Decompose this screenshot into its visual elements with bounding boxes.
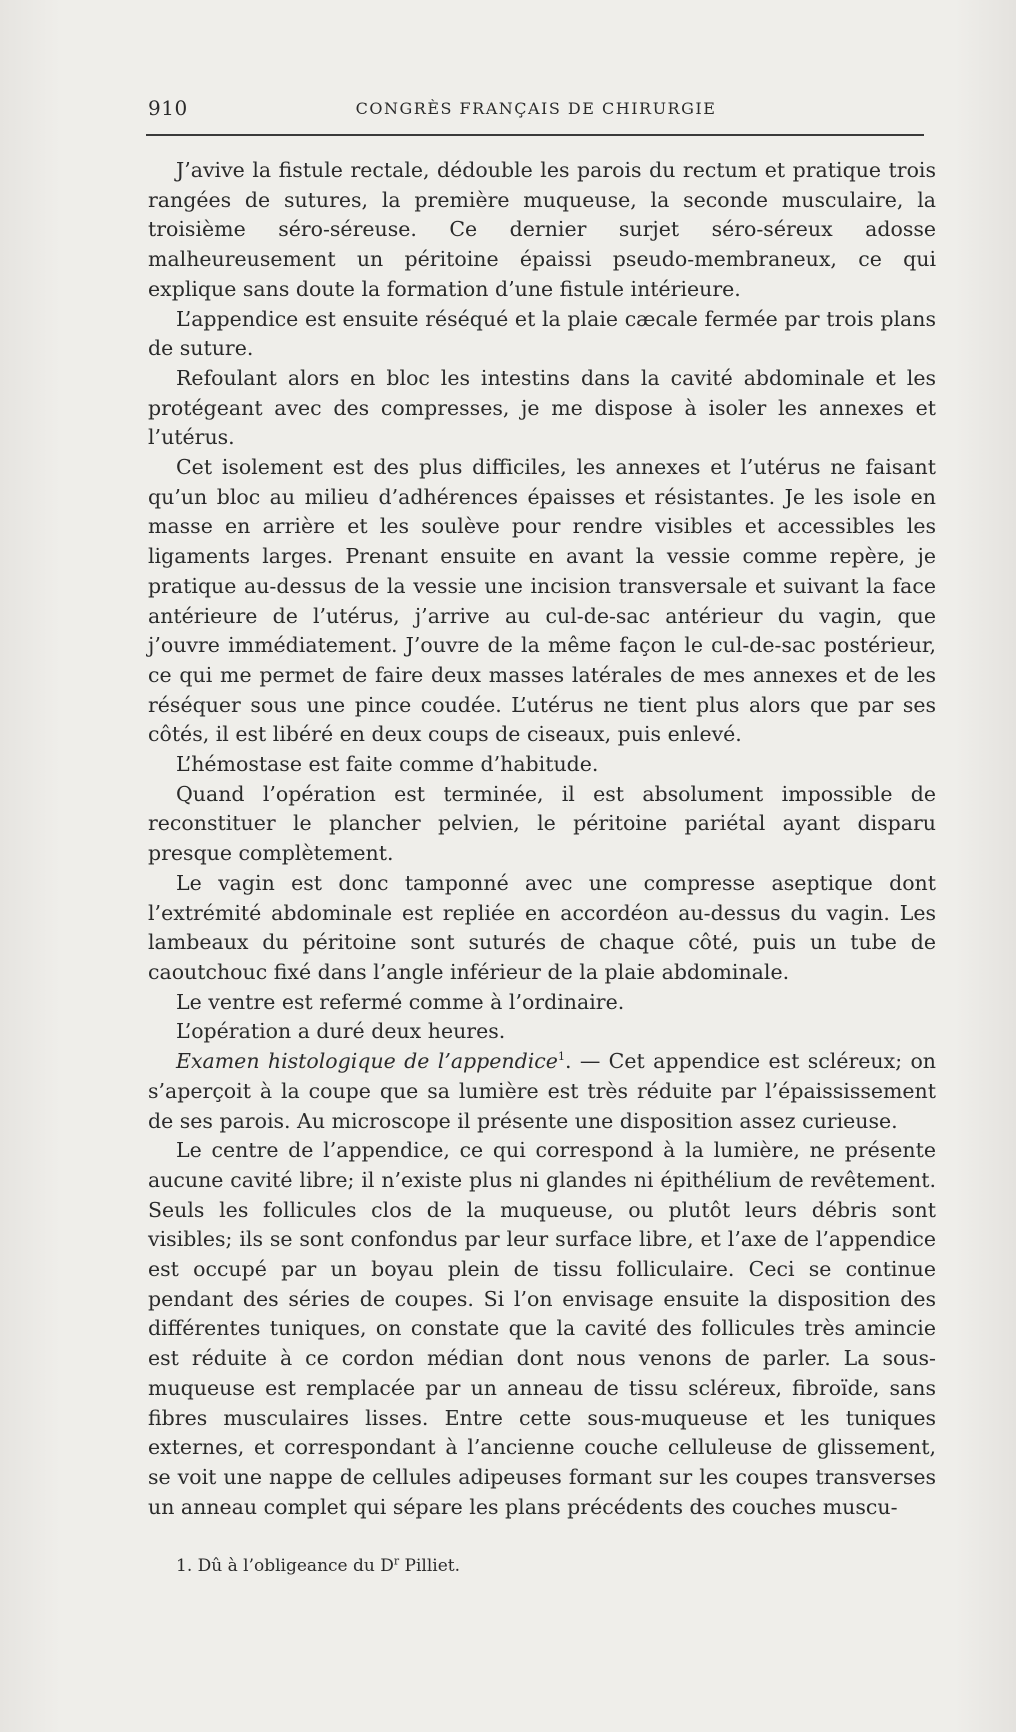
paragraph: Le ventre est refermé comme à l’ordinaire. bbox=[176, 989, 625, 1014]
footnote-text-before: Dû à l’obligeance du D bbox=[197, 1556, 394, 1576]
footnote-reference[interactable]: 1 bbox=[557, 1050, 565, 1064]
histology-text: . — Cet appendice est scléreux; on s’aperçoit à la coupe que sa lumière est très réduite par l’épaississement de ses parois. Au microscope il présente une disposition assez curieuse. bbox=[148, 1049, 937, 1133]
paragraph: Le centre de l’appendice, ce qui correspond à la lumière, ne présente aucune cavité libre; il n’existe plus ni glandes ni épithélium de revêtement. Seuls les follicules clos de la muqueuse, ou plutôt leurs débris sont visibles; ils se sont confondus par leur surface libre, et l’axe de l’appendice est occupé par un boyau plein de tissu folliculaire. Ceci se continue pendant des séries de coupes. Si l’on envisage ensuite la disposition des différentes tuniques, on constate que la cavité des follicules très amincie est réduite à ce cordon médian dont nous venons de parler. La sous-muqueuse est remplacée par un anneau de tissu scléreux, fibroïde, sans fibres musculaires lisses. Entre cette sous-muqueuse et les tuniques externes, et correspondant à l’ancienne couche celluleuse de glissement, se voit une nappe de cellules adipeuses formant sur les coupes transverses un anneau complet qui sépare les plans précédents des couches muscu- bbox=[148, 1138, 936, 1519]
paragraph: L’appendice est ensuite réséqué et la plaie cæcale fermée par trois plans de suture. bbox=[148, 306, 936, 361]
footnote bbox=[176, 1556, 460, 1576]
paragraph: Quand l’opération est terminée, il est absolument impossible de reconstituer le plancher pelvien, le péritoine pariétal ayant disparu presque complètement. bbox=[148, 781, 936, 866]
paragraph: Cet isolement est des plus difficiles, les annexes et l’utérus ne faisant qu’un bloc au milieu d’adhérences épaisses et résistantes. Je les isole en masse en arrière et les soulève pour rendre visibles et accessibles les ligaments larges. Prenant ensuite en avant la vessie comme repère, je pratique au-dessus de la vessie une incision transversale et suivant la face antérieure de l’utérus, j’arrive au cul-de-sac antérieur du vagin, que j’ouvre immédiatement. J’ouvre de la même façon le cul-de-sac postérieur, ce qui me permet de faire deux masses latérales de mes annexes et de les réséquer sous une pince coudée. L’utérus ne tient plus alors que par ses côtés, il est libéré en deux coups de ciseaux, puis enlevé. bbox=[148, 455, 936, 747]
paragraph: L’opération a duré deux heures. bbox=[176, 1019, 506, 1044]
paragraph: L’hémostase est faite comme d’habitude. bbox=[176, 752, 599, 777]
page-number: 910 bbox=[148, 96, 188, 120]
paragraph: J’avive la fistule rectale, dédouble les parois du rectum et pratique trois rangées de sutures, la première muqueuse, la seconde musculaire, la troisième séro-séreuse. Ce dernier surjet séro-séreux adosse malheureusement un péritoine épaissi pseudo-membraneux, ce qui explique sans doute la formation d’une fistule intérieure. bbox=[148, 158, 936, 301]
histology-paragraph bbox=[148, 1047, 936, 1136]
footnote-superscript: r bbox=[393, 1554, 400, 1568]
page-header bbox=[148, 96, 924, 126]
footnote-text-after: Pilliet. bbox=[399, 1556, 461, 1576]
body-text bbox=[148, 156, 936, 1522]
footnote-number: 1. bbox=[176, 1556, 193, 1576]
header-rule bbox=[146, 134, 924, 136]
paragraph: Le vagin est donc tamponné avec une compresse aseptique dont l’extrémité abdominale est repliée en accordéon au-dessus du vagin. Les lambeaux du péritoine sont suturés de chaque côté, puis un tube de caoutchouc fixé dans l’angle inférieur de la plaie abdominale. bbox=[148, 870, 936, 984]
histology-heading: Examen histologique de l’appendice bbox=[176, 1049, 558, 1074]
paragraph: Refoulant alors en bloc les intestins dans la cavité abdominale et les protégeant avec des compresses, je me dispose à isoler les annexes et l’utérus. bbox=[148, 365, 936, 450]
running-title: CONGRÈS FRANÇAIS DE CHIRURGIE bbox=[355, 99, 717, 118]
